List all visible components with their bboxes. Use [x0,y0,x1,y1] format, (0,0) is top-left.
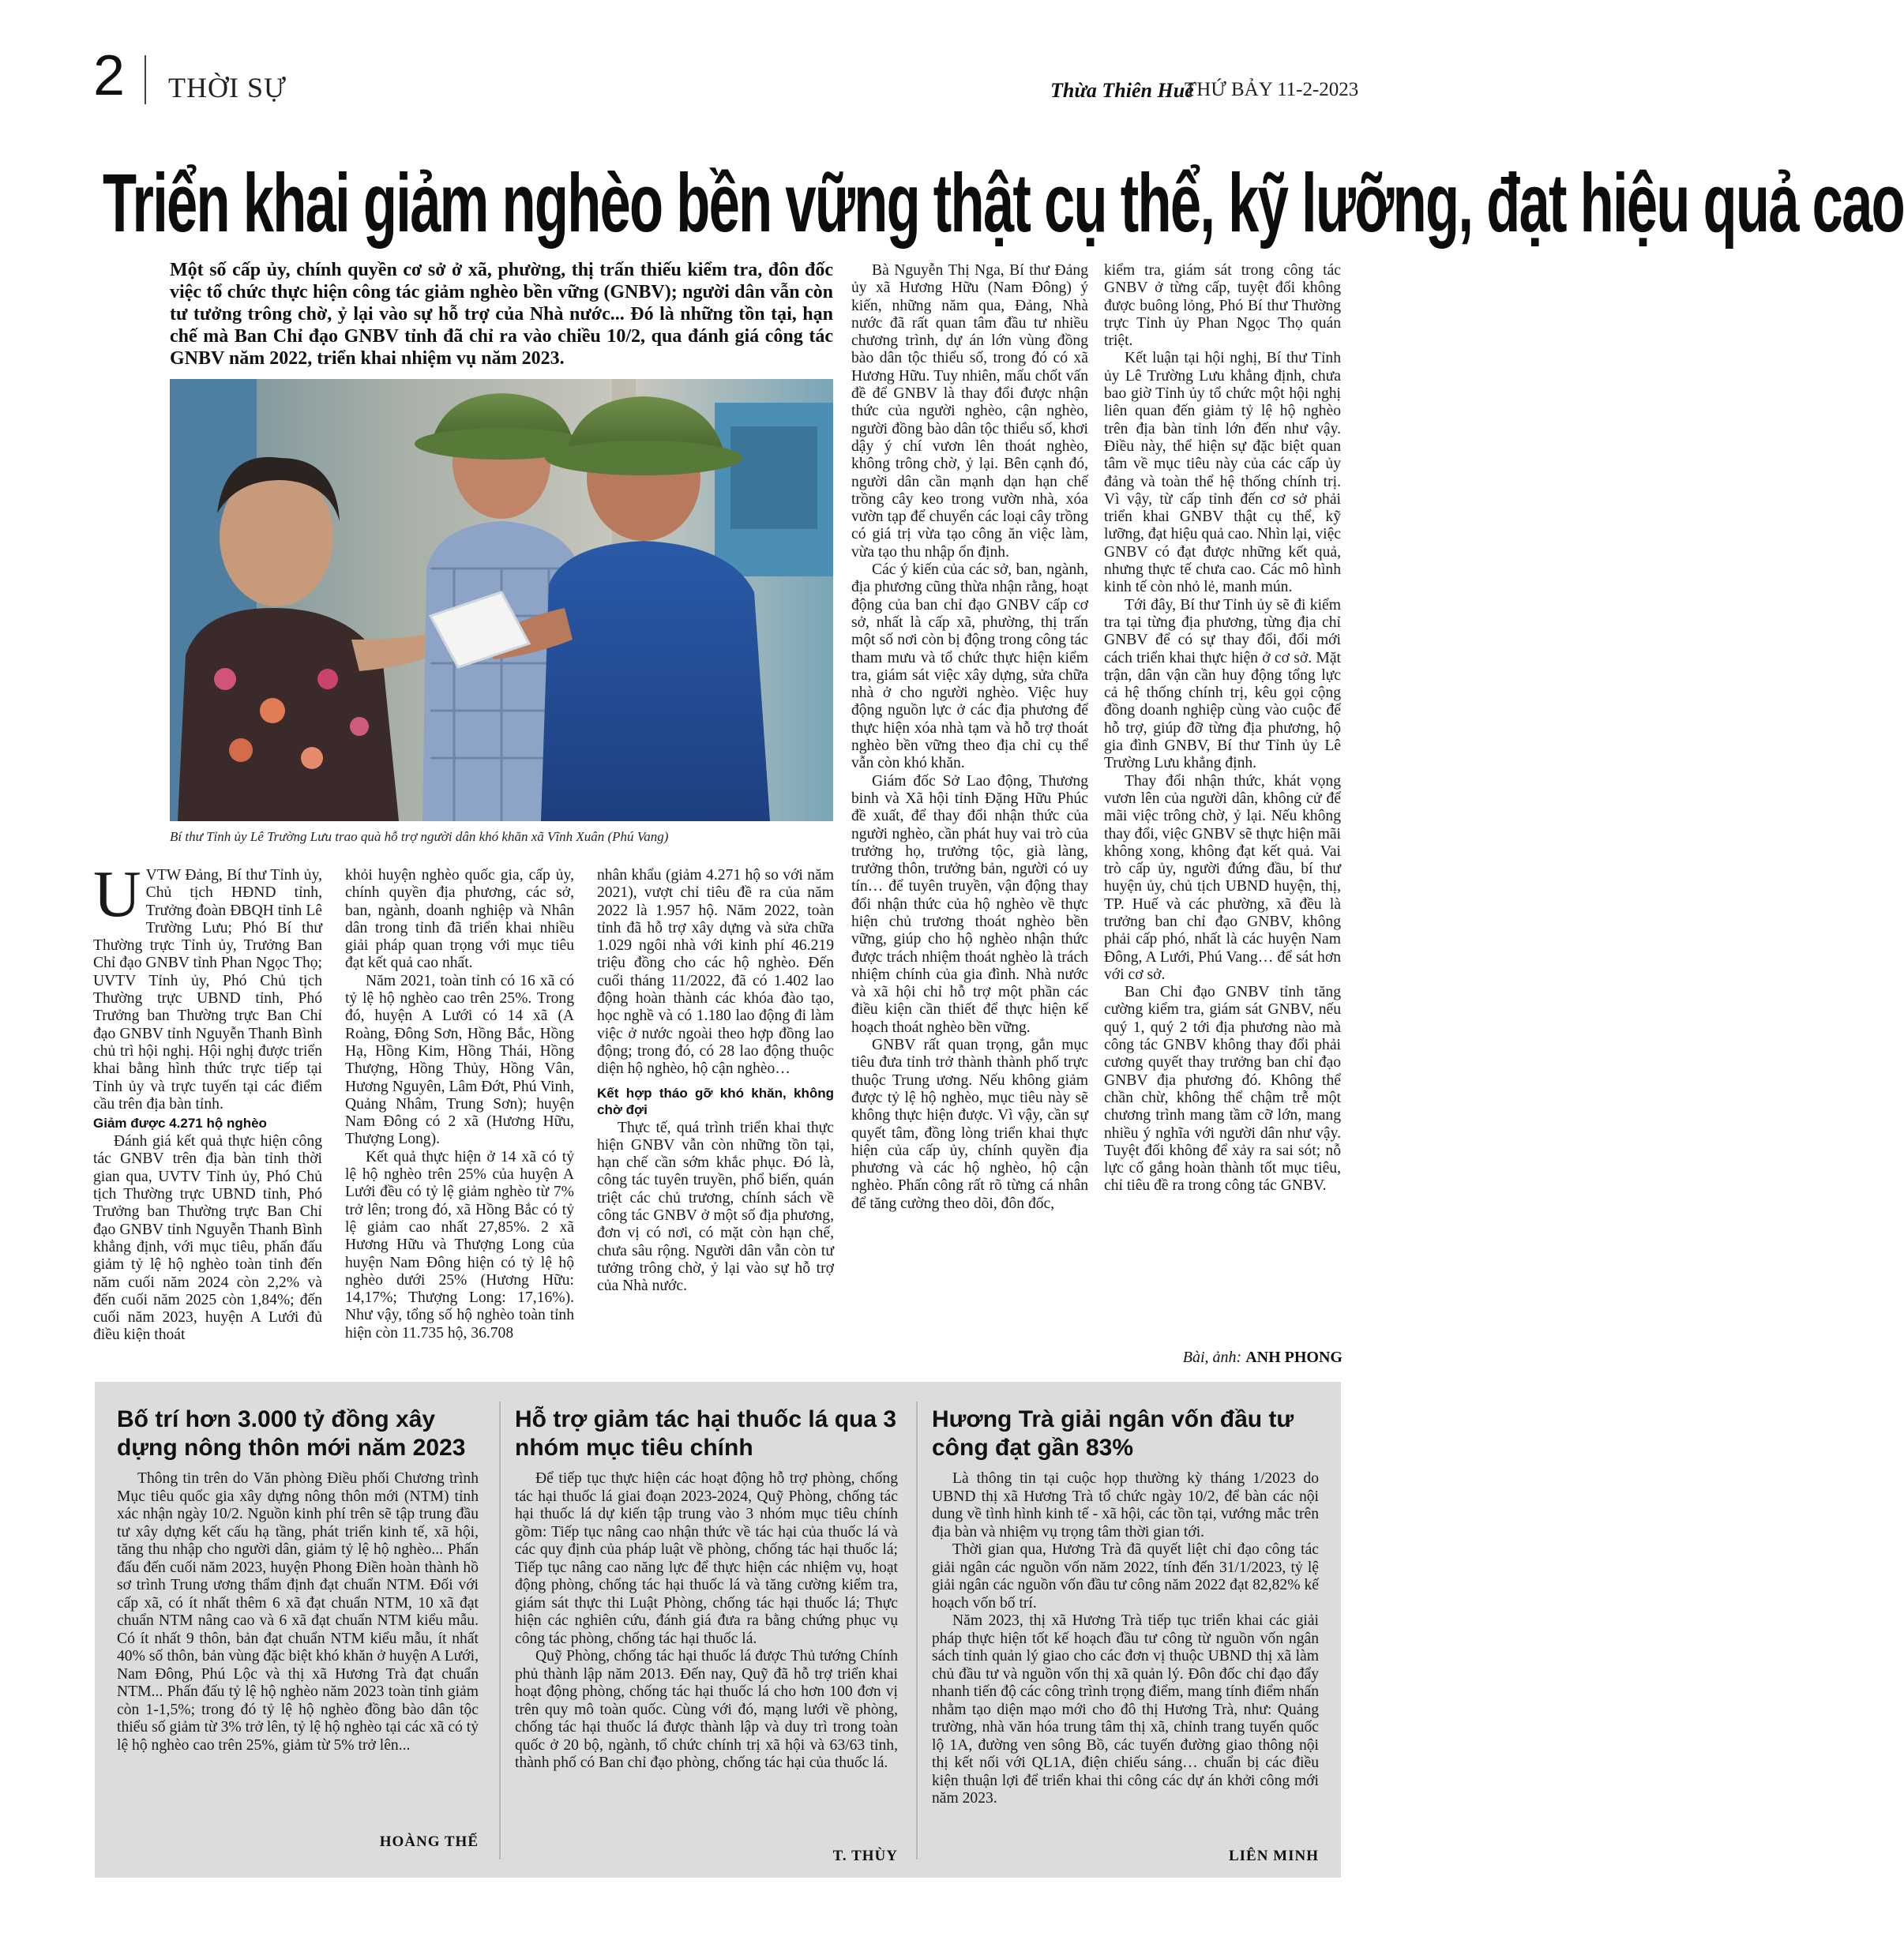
news-brief-2 [515,1405,898,1773]
news-brief-title: Bố trí hơn 3.000 tỷ đồng xây dựng nông thôn mới năm 2023 [117,1406,466,1461]
article-column-4 [851,262,1088,1213]
news-brief-author: LIÊN MINH [1228,1848,1319,1864]
paragraph: Tới đây, Bí thư Tỉnh ủy sẽ đi kiểm tra tại từng địa phương, từng địa chỉ GNBV để có sự thay đổi, đổi mới cách triển khai thực hiện ở cơ sở. Mặt trận, dân vận cần huy động tổng lực cả hệ thống chính trị, kêu gọi cộng đồng doanh nghiệp cùng vào cuộc để hỗ trợ, giúp đỡ từng địa phương, hộ gia đình GNBV, Bí thư Tỉnh ủy Lê Trường Lưu khẳng định. [1104,596,1341,772]
photo-caption: Bí thư Tỉnh ủy Lê Trường Lưu trao quà hỗ trợ người dân khó khăn xã Vĩnh Xuân (Phú Vang) [170,829,669,844]
subheading: Kết hợp tháo gỡ khó khăn, không chờ đợi [597,1085,834,1117]
article-column-2 [345,867,574,1342]
paragraph: Thông tin trên do Văn phòng Điều phối Chương trình Mục tiêu quốc gia xây dựng nông thôn mới (NTM) tỉnh xác nhận ngày 10/2. Nguồn kinh phí trên sẽ tập trung đầu tư xây dựng kết cấu hạ tầng, phát triển kinh tế, xã hội, tăng thu nhập cho người dân, giảm tỷ lệ hộ nghèo... Phấn đấu đến cuối năm 2023, huyện Phong Điền hoàn thành hồ sơ trình Trung ương thẩm định đạt chuẩn NTM. Đối với cấp xã, có ít nhất thêm 6 xã đạt chuẩn NTM, 10 xã đạt chuẩn NTM nâng cao và 6 xã đạt chuẩn NTM kiểu mẫu. Có ít nhất 9 thôn, bản đạt chuẩn NTM kiểu mẫu, ít nhất 40% số thôn, bản vùng đặc biệt khó khăn ở huyện A Lưới, Nam Đông, Phú Lộc và thị xã Hương Trà đạt chuẩn NTM... Phấn đấu tỷ lệ hộ nghèo năm 2023 toàn tỉnh giảm còn 1-1,5%; trong đó tỷ lệ hộ nghèo đồng bào dân tộc thiểu số giảm từ 3% trở lên, tỷ lệ hộ nghèo tại các xã có tỷ lệ hộ nghèo cao trên 25%, giảm từ 5% trở lên... [117,1470,479,1754]
article-byline [1145,1349,1343,1367]
header-divider [145,55,146,104]
paragraph: Là thông tin tại cuộc họp thường kỳ tháng 1/2023 do UBND thị xã Hương Trà tổ chức ngày 10/2, để bàn các nội dung về tình hình kinh tế - xã hội, các tồn tại, vướng mắc trên địa bàn và nhiệm vụ trọng tâm thời gian tới. [932,1470,1319,1541]
paragraph: kiểm tra, giám sát trong công tác GNBV ở từng cấp, tuyệt đối không được buông lỏng, Phó Bí thư Thường trực Tỉnh ủy Phan Ngọc Thọ quán triệt. [1104,262,1341,350]
paragraph: Bà Nguyễn Thị Nga, Bí thư Đảng ủy xã Hương Hữu (Nam Đông) ý kiến, những năm qua, Đảng, Nhà nước đã rất quan tâm đầu tư nhiều chương trình, dự án lớn vùng đồng bào dân tộc thiểu số, trong đó có xã Hương Hữu. Tuy nhiên, mấu chốt vấn đề để GNBV là thay đổi được nhận thức của người nghèo, cận nghèo, người đồng bào dân tộc thiểu số, khơi dậy ý chí vươn lên thoát nghèo, không trông chờ, ỷ lại. Bên cạnh đó, người dân cần mạnh dạn hạn chế trồng cây keo trong vườn nhà, xóa vườn tạp để chuyển các loại cây trồng có giá trị vừa tạo công ăn việc làm, vừa tạo thu nhập ổn định. [851,262,1088,561]
paragraph: Năm 2023, thị xã Hương Trà tiếp tục triển khai các giải pháp thực hiện tốt kế hoạch đầu tư công từ nguồn vốn ngân sách tỉnh quản lý giao cho các đơn vị thuộc UBND thị xã làm chủ đầu tư và nguồn vốn thị xã quản lý. Đôn đốc chỉ đạo đẩy nhanh tiến độ các công trình trọng điểm, mang tính điểm nhấn nhằm tạo diện mạo mới cho đô thị Hương Trà, như: Quảng trường, nhà văn hóa trung tâm thị xã, chỉnh trang tuyến quốc lộ 1A, đường ven sông Bồ, các tuyến đường giao thông nội thị kết nối với QL1A, điện chiếu sáng… chuẩn bị các điều kiện thuận lợi để triển khai thi công các dự án khởi công mới năm 2023. [932,1612,1319,1807]
news-brief-title: Hương Trà giải ngân vốn đầu tư công đạt gần 83% [932,1406,1294,1461]
byline-label: Bài, ảnh: [1182,1349,1242,1366]
news-brief-body [932,1470,1319,1808]
news-brief-title: Hỗ trợ giảm tác hại thuốc lá qua 3 nhóm mục tiêu chính [515,1406,897,1461]
news-brief-body [117,1470,479,1754]
paragraph: Ban Chỉ đạo GNBV tỉnh tăng cường kiểm tra, giám sát GNBV, nếu quý 1, quý 2 tới địa phương nào mà công tác GNBV không thay đổi phải cương quyết thay trưởng ban chỉ đạo GNBV địa phương đó. Không thể chần chừ, không thể chậm trễ một chương trình mang tầm cỡ lớn, mang nhiều ý nghĩa với người dân như vậy. Tuyệt đối không để xảy ra sai sót; nỗ lực cố gắng hoàn thành tốt mục tiêu, chỉ tiêu đề ra trong công tác GNBV. [1104,984,1341,1195]
paragraph: khỏi huyện nghèo quốc gia, cấp ủy, chính quyền địa phương, các sở, ban, ngành, doanh nghiệp và Nhân dân trong tỉnh đã triển khai nhiều giải pháp quan trọng với mục tiêu đạt kết quả cao nhất. [345,867,574,972]
news-brief-3 [932,1405,1319,1808]
paragraph: Kết luận tại hội nghị, Bí thư Tỉnh ủy Lê Trường Lưu khẳng định, chưa bao giờ Tỉnh ủy tổ chức một hội nghị liên quan đến giảm tỷ lệ hộ nghèo trên địa bàn tỉnh lớn đến như vậy. Điều này, thể hiện sự đặc biệt quan tâm về mục tiêu này của các cấp ủy đảng và toàn thể hệ thống chính trị. Vì vậy, từ cấp tỉnh đến cơ sở phải triển khai GNBV thật cụ thể, kỹ lưỡng, đạt hiệu quả cao. Nhìn lại, việc GNBV có đạt được những kết quả, nhưng thực tế chưa cao. Các mô hình kinh tế còn nhỏ lẻ, manh mún. [1104,350,1341,596]
article-column-1 [93,858,322,1345]
paragraph: Các ý kiến của các sở, ban, ngành, địa phương cũng thừa nhận rằng, hoạt động của ban chỉ đạo GNBV cấp cơ sở, nhất là cấp xã, phường, thị trấn một số nơi còn bị động trong công tác tham mưu và tổ chức thực hiện kiểm tra, giám sát việc xây dựng, sửa chữa nhà ở cho người nghèo. Việc huy động nguồn lực ở các địa phương để thực hiện xóa nhà tạm và hỗ trợ thoát nghèo bền vững theo địa chỉ cụ thể vẫn còn khó khăn. [851,561,1088,772]
news-brief-author: HOÀNG THẾ [379,1833,479,1850]
box-divider [916,1402,918,1860]
article-lead: Một số cấp ủy, chính quyền cơ sở ở xã, phường, thị trấn thiếu kiểm tra, đôn đốc việc tổ chức thực hiện công tác giảm nghèo bền vững (GNBV); người dân vẫn còn tư tưởng trông chờ, ỷ lại vào sự hỗ trợ của Nhà nước... Đó là những tồn tại, hạn chế mà Ban Chỉ đạo GNBV tỉnh đã chỉ ra vào chiều 10/2, qua đánh giá công tác GNBV năm 2022, triển khai nhiệm vụ năm 2023. [170,260,833,369]
article-photo [170,379,833,821]
lead-paragraph: VTW Đảng, Bí thư Tỉnh ủy, Chủ tịch HĐND tỉnh, Trưởng đoàn ĐBQH tỉnh Lê Trường Lưu; Phó Bí thư Thường trực Tỉnh ủy, Trưởng Ban Chỉ đạo GNBV tỉnh Phan Ngọc Thọ; UVTV Tỉnh ủy, Phó Chủ tịch Thường trực UBND tỉnh, Phó Trưởng ban Thường trực Ban Chỉ đạo GNBV tỉnh Nguyễn Thanh Bình chủ trì hội nghị. Hội nghị được triển khai bằng hình thức trực tiếp tại Tỉnh ủy và trực tuyến tại các điểm cầu trên địa bàn tỉnh. [93,867,322,1113]
paragraph: Thời gian qua, Hương Trà đã quyết liệt chỉ đạo công tác giải ngân các nguồn vốn năm 2022, tính đến 31/1/2023, tỷ lệ giải ngân các nguồn vốn đầu tư công năm 2022 đạt 82,82% kế hoạch vốn bố trí. [932,1541,1319,1612]
paragraph: Năm 2021, toàn tỉnh có 16 xã có tỷ lệ hộ nghèo cao trên 25%. Trong đó, huyện A Lưới có 14 xã (A Roàng, Đông Sơn, Hồng Bắc, Hồng Hạ, Hồng Kim, Hồng Thái, Hồng Thượng, Hồng Thủy, Hồng Vân, Hương Nguyên, Lâm Đớt, Phú Vinh, Quảng Nhâm, Trung Sơn); huyện Nam Đông có 2 xã (Hương Hữu, Thượng Long). [345,972,574,1148]
article-column-3 [597,867,834,1296]
page-number: 2 [93,44,126,107]
box-divider [499,1402,501,1860]
newspaper-name: Thừa Thiên Huế [1050,79,1194,102]
paragraph: Giám đốc Sở Lao động, Thương binh và Xã hội tỉnh Đặng Hữu Phúc đề xuất, để thay đổi nhận thức của người nghèo, cần phát huy vai trò của trưởng họ, trưởng tộc, già làng, trưởng thôn, trưởng bản, người có uy tín… để tuyên truyền, vận động thay đổi nhận thức của hộ nghèo về thực hiện chủ trương thoát nghèo bền vững, giúp cho hộ nghèo nhận thức được trách nhiệm thoát nghèo là trách nhiệm chính của gia đình. Nhà nước và xã hội chỉ hỗ trợ một phần các điều kiện cần thiết để thực hiện kế hoạch thoát nghèo bền vững. [851,772,1088,1036]
paragraph [93,858,322,1113]
paragraph: Đánh giá kết quả thực hiện công tác GNBV trên địa bàn tỉnh thời gian qua, UVTV Tỉnh ủy, Phó Chủ tịch Thường trực UBND tỉnh, Phó Trưởng ban Thường trực Ban Chỉ đạo GNBV tỉnh Nguyễn Thanh Bình khẳng định, với mục tiêu, phấn đấu giảm tỷ lệ hộ nghèo toàn tỉnh đến năm cuối năm 2024 còn 2,2% và đến cuối năm 2025 còn 1,84%; đến cuối năm 2023, huyện A Lưới đủ điều kiện thoát [93,1133,322,1344]
drop-cap: U [93,858,141,931]
news-brief-1 [117,1405,479,1754]
paragraph: Để tiếp tục thực hiện các hoạt động hỗ trợ phòng, chống tác hại thuốc lá giai đoạn 2023-2024, Quỹ Phòng, chống tác hại thuốc lá dự kiến tập trung vào 3 nhóm mục tiêu chính gồm: Tiếp tục nâng cao nhận thức về tác hại của thuốc lá và các quy định của pháp luật về phòng, chống tác hại thuốc lá; Tiếp tục nâng cao năng lực để thực hiện các nhiệm vụ, hoạt động phòng, chống tác hại thuốc lá và tăng cường kiểm tra, giám sát thực thi Luật Phòng, chống tác hại thuốc lá; Thực hiện các nghiên cứu, đánh giá đưa ra bằng chứng phục vụ công tác phòng, chống tác hại thuốc lá. [515,1470,898,1647]
article-title: Triển khai giảm nghèo bền vững thật cụ thể, kỹ lưỡng, đạt hiệu quả cao [103,157,1904,250]
news-brief-body [515,1470,898,1773]
subheading: Giảm được 4.271 hộ nghèo [93,1116,267,1131]
paragraph: Thực tế, quá trình triển khai thực hiện GNBV vẫn còn những tồn tại, hạn chế cần sớm khắc phục. Đó là, công tác tuyên truyền, phổ biến, quán triệt các chủ trương, chính sách về công tác GNBV ở một số địa phương, đơn vị có nơi, có mặt còn hạn chế, chưa sâu rộng. Người dân vẫn còn tư tưởng trông chờ, ỷ lại vào sự hỗ trợ của Nhà nước. [597,1119,834,1295]
section-label: THỜI SỰ [168,72,287,103]
paragraph: Kết quả thực hiện ở 14 xã có tỷ lệ hộ nghèo trên 25% của huyện A Lưới đều có tỷ lệ giảm nghèo từ 7% trở lên; trong đó, xã Hồng Bắc có tỷ lệ giảm cao nhất 27,85%. 2 xã Hương Hữu và Thượng Long của huyện Nam Đông hiện có tỷ lệ hộ nghèo dưới 25% (Hương Hữu: 14,17%; Thượng Long: 17,16%). Như vậy, tổng số hộ nghèo toàn tỉnh hiện còn 11.735 hộ, 36.708 [345,1148,574,1342]
paragraph: GNBV rất quan trọng, gắn mục tiêu đưa tỉnh trở thành thành phố trực thuộc Trung ương. Nếu không giảm được tỷ lệ hộ nghèo, mục tiêu này sẽ không thực hiện được. Vì vậy, cần sự quyết tâm, đồng lòng triển khai thực hiện của cấp ủy, chính quyền địa phương và các hộ nghèo, hộ cận nghèo. Phấn công rất rõ từng cá nhân để tăng cường theo dõi, đôn đốc, [851,1037,1088,1212]
paragraph: nhân khẩu (giảm 4.271 hộ so với năm 2021), vượt chỉ tiêu đề ra của năm 2022 là 1.957 hộ. Năm 2022, toàn tỉnh đã hỗ trợ xây dựng và sửa chữa 1.029 ngôi nhà với kinh phí 46.219 triệu đồng cho các hộ nghèo. Đến cuối tháng 11/2022, đã có 1.402 lao động hoàn thành các khóa đào tạo, học nghề và có 1.180 lao động đi làm việc ở nước ngoài theo hợp đồng lao động; trong đó, có 28 lao động thuộc diện hộ nghèo, hộ cận nghèo… [597,867,834,1078]
issue-date: THỨ BẢY 11-2-2023 [1185,79,1359,100]
byline-author: ANH PHONG [1245,1349,1343,1366]
photo-illustration [170,379,833,821]
news-brief-author: T. THÙY [832,1848,898,1864]
paragraph: Quỹ Phòng, chống tác hại thuốc lá được Thủ tướng Chính phủ thành lập năm 2013. Đến nay, Quỹ đã hỗ trợ triển khai hoạt động phòng, chống tác hại thuốc lá cho hơn 100 đơn vị trên quy mô toàn quốc. Cùng với đó, mạng lưới về phòng, chống tác hại thuốc lá được thành lập và duy trì trong toàn quốc ở 20 bộ, ngành, tổ chức chính trị xã hội và 63/63 tỉnh, thành phố có Ban chỉ đạo phòng, chống tác hại của thuốc lá. [515,1648,898,1771]
article-column-5 [1104,262,1341,1195]
paragraph: Thay đổi nhận thức, khát vọng vươn lên của người dân, không cử để mãi việc trông chờ, ỷ lại. Nếu không thay đổi, việc GNBV sẽ thực hiện mãi không xong, không đạt kết quả. Vai trò cấp ủy, người đứng đầu, bí thư huyện ủy, chủ tịch UBND huyện, thị, TP. Huế và các phường, xã đều là trưởng ban chỉ đạo GNBV, không phải cấp phó, nhất là các huyện Nam Đông, A Lưới, Phú Vang… để sát hơn với cơ sở. [1104,772,1341,983]
